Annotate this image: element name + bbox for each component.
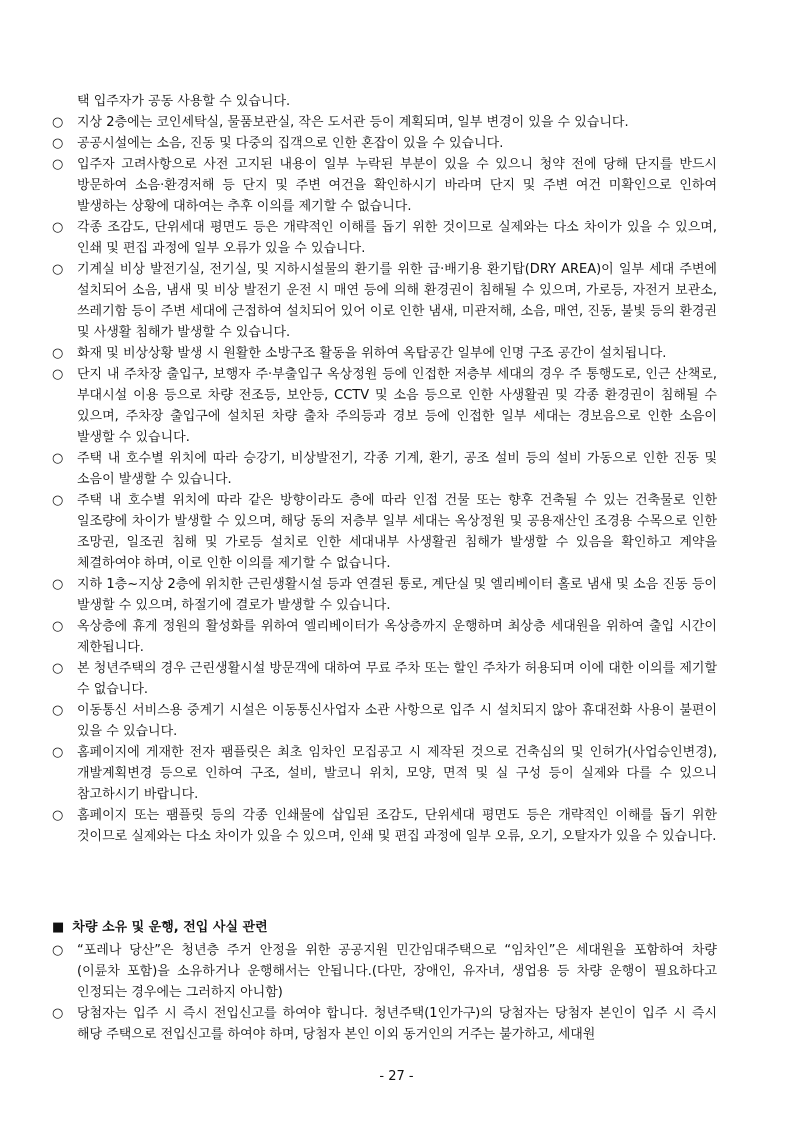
circle-bullet-icon: ○ bbox=[52, 577, 64, 592]
notice-item bbox=[52, 805, 717, 847]
notice-item bbox=[52, 133, 717, 154]
notice-item bbox=[52, 658, 717, 700]
section-heading-title: 차량 소유 및 운행, 전입 사실 관련 bbox=[72, 920, 268, 935]
circle-bullet-icon: ○ bbox=[52, 220, 64, 235]
notice-text: 주택 내 호수별 위치에 따라 같은 방향이라도 층에 따라 인접 건물 또는 향후 건축될 수 있는 건축물로 인한 일조량에 차이가 발생할 수 있으며, 해당 동의 저층부 일부 세대는 옥상정원 및 공용재산인 조경용 수목으로 인한 조망권, 일조권 침해 및 가로등 설치로 인한 세대내부 사생활권 침해가 발생할 수 있음을 확인하고 계약을 체결하여야 하며, 이로 인한 이의를 제기할 수 없습니다. bbox=[77, 493, 717, 571]
notice-item bbox=[52, 742, 717, 805]
circle-bullet-icon: ○ bbox=[52, 745, 64, 760]
notice-item bbox=[52, 448, 717, 490]
notice-text: 각종 조감도, 단위세대 평면도 등은 개략적인 이해를 돕기 위한 것이므로 실제와는 다소 차이가 있을 수 있으며, 인쇄 및 편집 과정에 일부 오류가 있을 수 있습니다. bbox=[77, 220, 717, 256]
notice-text: 공공시설에는 소음, 진동 및 다중의 집객으로 인한 혼잡이 있을 수 있습니다. bbox=[77, 136, 504, 151]
page-number: - 27 - bbox=[379, 1069, 414, 1084]
circle-bullet-icon: ○ bbox=[52, 808, 64, 823]
notice-text: 지하 1층~지상 2층에 위치한 근린생활시설 등과 연결된 통로, 계단실 및 엘리베이터 홀로 냄새 및 소음 진동 등이 발생할 수 있으며, 하절기에 결로가 발생할 수 있습니다. bbox=[77, 577, 717, 613]
square-bullet-icon: ■ bbox=[52, 920, 65, 935]
vehicle-notice-item bbox=[52, 1003, 717, 1045]
notice-item bbox=[52, 112, 717, 133]
vehicle-notice-item bbox=[52, 940, 717, 1003]
circle-bullet-icon: ○ bbox=[52, 157, 64, 172]
notice-text: 홈페이지 또는 팸플릿 등의 각종 인쇄물에 삽입된 조감도, 단위세대 평면도 등은 개략적인 이해를 돕기 위한 것이므로 실제와는 다소 차이가 있을 수 있으며, 인쇄 및 편집 과정에 일부 오류, 오기, 오탈자가 있을 수 있습니다. bbox=[77, 808, 717, 844]
notice-item bbox=[52, 490, 717, 574]
notice-text: 기계실 비상 발전기실, 전기실, 및 지하시설물의 환기를 위한 급·배기용 환기탑(DRY AREA)이 일부 세대 주변에 설치되어 소음, 냄새 및 비상 발전기 운전 시 매연 등에 의해 환경권이 침해될 수 있으며, 가로등, 자전거 보관소, 쓰레기함 등이 주변 세대에 근접하여 설치되어 있어 이로 인한 냄새, 미관저해, 소음, 매연, 진동, 불빛 등의 환경권 및 사생활 침해가 발생할 수 있습니다. bbox=[77, 262, 717, 340]
notice-item bbox=[52, 259, 717, 343]
notice-list bbox=[52, 112, 717, 847]
notice-item bbox=[52, 574, 717, 616]
section-heading bbox=[52, 917, 268, 938]
notice-text: 화재 및 비상상황 발생 시 원활한 소방구조 활동을 위하여 옥탑공간 일부에 인명 구조 공간이 설치됩니다. bbox=[77, 346, 667, 361]
notice-item bbox=[52, 343, 717, 364]
notice-text: 이동통신 서비스용 중계기 시설은 이동통신사업자 소관 사항으로 입주 시 설치되지 않아 휴대전화 사용이 불편이 있을 수 있습니다. bbox=[77, 703, 717, 739]
lead-continuation-text: 택 입주자가 공동 사용할 수 있습니다. bbox=[77, 94, 291, 109]
circle-bullet-icon: ○ bbox=[52, 367, 64, 382]
notice-text: 단지 내 주차장 출입구, 보행자 주·부출입구 옥상정원 등에 인접한 저층부 세대의 경우 주 통행도로, 인근 산책로, 부대시설 이용 등으로 차량 전조등, 보안등, CCTV 및 소음 등으로 인한 사생활권 및 각종 환경권이 침해될 수 있으며, 주차장 출입구에 설치된 차량 출차 주의등과 경보 등에 인접한 일부 세대는 경보음으로 인한 소음이 발생할 수 있습니다. bbox=[77, 367, 717, 445]
notice-text: 입주자 고려사항으로 사전 고지된 내용이 일부 누락된 부분이 있을 수 있으니 청약 전에 당해 단지를 반드시 방문하여 소음·환경저해 등 단지 및 주변 여건을 확인하시기 바라며 단지 및 주변 여건 미확인으로 인하여 발생하는 상황에 대하여는 추후 이의를 제기할 수 없습니다. bbox=[77, 157, 717, 214]
notice-item bbox=[52, 616, 717, 658]
notice-text: 옥상층에 휴게 정원의 활성화를 위하여 엘리베이터가 옥상층까지 운행하며 최상층 세대원을 위하여 출입 시간이 제한됩니다. bbox=[77, 619, 717, 655]
notice-text: 본 청년주택의 경우 근린생활시설 방문객에 대하여 무료 주차 또는 할인 주차가 허용되며 이에 대한 이의를 제기할 수 없습니다. bbox=[77, 661, 717, 697]
circle-bullet-icon: ○ bbox=[52, 1006, 64, 1021]
notice-item bbox=[52, 154, 717, 217]
vehicle-notice-text: 당첨자는 입주 시 즉시 전입신고를 하여야 합니다. 청년주택(1인가구)의 당첨자는 당첨자 본인이 입주 시 즉시 해당 주택으로 전입신고를 하여야 하며, 당첨자 본인 이외 동거인의 거주는 불가하고, 세대원 bbox=[77, 1006, 717, 1042]
circle-bullet-icon: ○ bbox=[52, 451, 64, 466]
circle-bullet-icon: ○ bbox=[52, 346, 64, 361]
vehicle-notice-text: “포레나 당산”은 청년층 주거 안정을 위한 공공지원 민간임대주택으로 “임차인”은 세대원을 포함하여 차량(이륜차 포함)을 소유하거나 운행해서는 안됩니다.(다만, 장애인, 유자녀, 생업용 등 차량 운행이 필요하다고 인정되는 경우에는 그러하지 아니함) bbox=[77, 943, 717, 1000]
circle-bullet-icon: ○ bbox=[52, 136, 64, 151]
notice-text: 주택 내 호수별 위치에 따라 승강기, 비상발전기, 각종 기계, 환기, 공조 설비 등의 설비 가동으로 인한 진동 및 소음이 발생할 수 있습니다. bbox=[77, 451, 717, 487]
notice-item bbox=[52, 700, 717, 742]
vehicle-notice-list bbox=[52, 940, 717, 1045]
notice-text: 홈페이지에 게재한 전자 팸플릿은 최초 임차인 모집공고 시 제작된 것으로 건축심의 및 인허가(사업승인변경), 개발계획변경 등으로 인하여 구조, 설비, 발코니 위치, 모양, 면적 및 실 구성 등이 실제와 다를 수 있으니 참고하시기 바랍니다. bbox=[77, 745, 717, 802]
circle-bullet-icon: ○ bbox=[52, 703, 64, 718]
circle-bullet-icon: ○ bbox=[52, 262, 64, 277]
notice-item bbox=[52, 364, 717, 448]
circle-bullet-icon: ○ bbox=[52, 493, 64, 508]
circle-bullet-icon: ○ bbox=[52, 661, 64, 676]
circle-bullet-icon: ○ bbox=[52, 619, 64, 634]
notice-item bbox=[52, 217, 717, 259]
circle-bullet-icon: ○ bbox=[52, 943, 64, 958]
notice-text: 지상 2층에는 코인세탁실, 물품보관실, 작은 도서관 등이 계획되며, 일부 변경이 있을 수 있습니다. bbox=[77, 115, 629, 130]
circle-bullet-icon: ○ bbox=[52, 115, 64, 130]
